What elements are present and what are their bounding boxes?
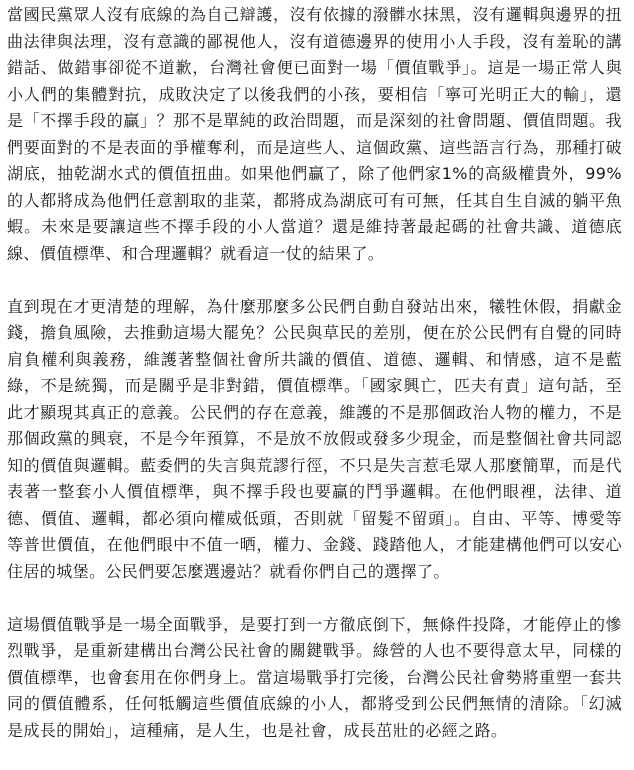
article-body bbox=[7, 2, 622, 744]
paragraph-3: 這場價值戰爭是一場全面戰爭，是要打到一方徹底倒下，無條件投降，才能停止的慘烈戰爭，是重新建構出台灣公民社會的關鍵戰爭。綠營的人也不要得意太早，同樣的價值標準，也會套用在你們身上。當這場戰爭打完後，台灣公民社會勢將重塑一套共同的價值體系，任何牴觸這些價值底線的小人，都將受到公民們無情的清除。「幻滅是成長的開始」，這種痛，是人生，也是社會，成長茁壯的必經之路。 bbox=[7, 614, 622, 740]
paragraph-2: 直到現在才更清楚的理解，為什麼那麼多公民們自動自發站出來，犧牲休假，捐獻金錢，擔負風險，去推動這場大罷免？公民與草民的差別，便在於公民們有自覺的同時肩負權利與義務，維護著整個社會所共識的價值、道德、邏輯、和情感，這不是藍綠，不是統獨，而是關乎是非對錯，價值標準。「國家興亡，匹夫有責」這句話，至此才顯現其真正的意義。公民們的存在意義，維護的不是那個政治人物的權力，不是那個政黨的興衰，不是今年預算，不是放不放假或發多少現金，而是整個社會共同認知的價值與邏輯。藍委們的失言與荒謬行徑，不只是失言惹毛眾人那麼簡單，而是代表著一整套小人價值標準，與不擇手段也要贏的鬥爭邏輯。在他們眼裡，法律、道德、價值、邏輯，都必須向權威低頭，否則就「留髮不留頭」。自由、平等、博愛等等普世價值，在他們眼中不值一晒，權力、金錢、踐踏他人，才能建構他們可以安心住居的城堡。公民們要怎麼選邊站？就看你們自己的選擇了。 bbox=[7, 296, 622, 581]
paragraph-1: 當國民黨眾人沒有底線的為自己辯護，沒有依據的潑髒水抹黑，沒有邏輯與邊界的扭曲法律與法理，沒有意識的鄙視他人，沒有道德邊界的使用小人手段，沒有羞恥的講錯話、做錯事卻從不道歉，台灣社會便已面對一場「價值戰爭」。這是一場正常人與小人們的集體對抗，成敗決定了以後我們的小孩，要相信「寧可光明正大的輸」，還是「不擇手段的贏」？那不是單純的政治問題，而是深刻的社會問題、價值問題。我們要面對的不是表面的爭權奪利，而是這些人、這個政黨、這些語言行為，那種打破湖底，抽乾湖水式的價值扭曲。如果他們贏了，除了他們家1%的高級權貴外，99%的人都將成為他們任意割取的韭菜，都將成為湖底可有可無，任其自生自滅的躺平魚蝦。未來是要讓這些不擇手段的小人當道？還是維持著最起碼的社會共識、道德底線、價值標準、和合理邏輯？就看這一仗的結果了。 bbox=[7, 5, 622, 263]
